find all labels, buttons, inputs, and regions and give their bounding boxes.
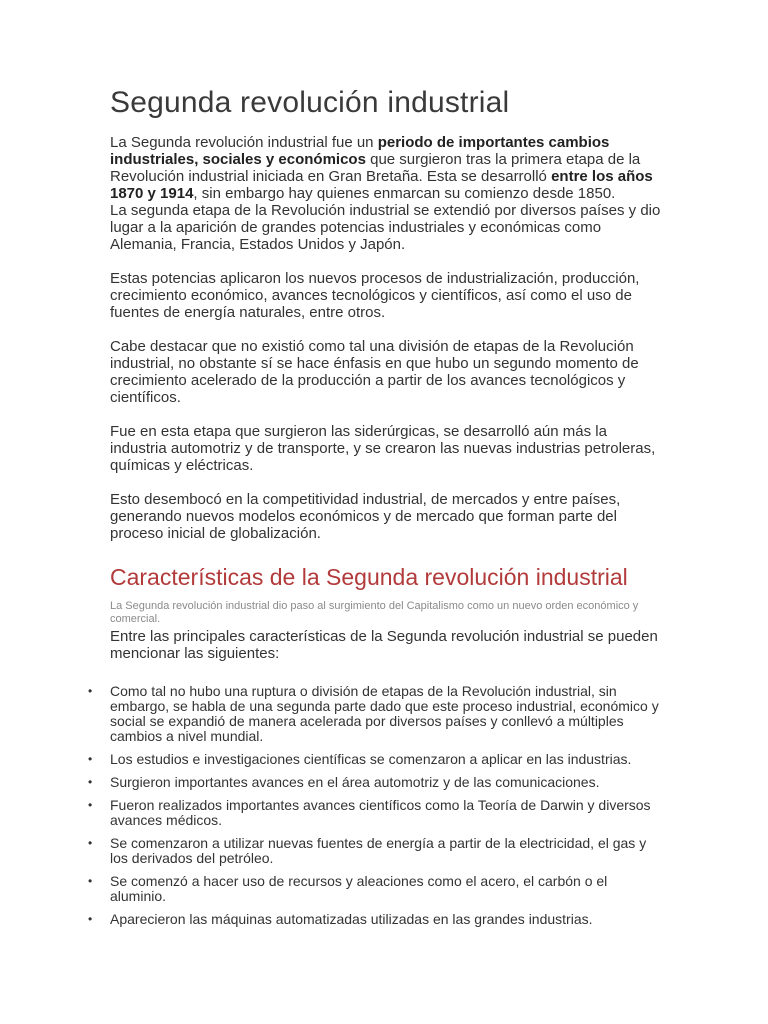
paragraph-powers: Estas potencias aplicaron los nuevos procesos de industrialización, producción, crecimiento económico, avances tecnológicos y científicos, así como el uso de fuentes de energía naturales, entre otros. [110,270,640,321]
intro-paragraph [110,134,662,202]
intro-text-3: , sin embargo hay quienes enmarcan su comienzo desde 1850. [193,185,616,202]
bullet-icon: • [88,752,93,766]
paragraph-stages: Cabe destacar que no existió como tal una división de etapas de la Revolución industrial, no obstante sí se hace énfasis en que hubo un segundo momento de crecimiento acelerado de la producción a partir de los avances tecnológicos y científicos. [110,338,639,406]
intro-text-1: La Segunda revolución industrial fue un [110,134,378,151]
paragraph-expansion: La segunda etapa de la Revolución industrial se extendió por diversos países y dio lugar a la aparición de grandes potencias industriales y económicas como Alemania, Francia, Estados Unidos y Japón. [110,202,661,253]
list-item [88,751,662,767]
bullet-icon: • [88,798,93,812]
characteristics-list [88,683,662,927]
bullet-icon: • [88,874,93,888]
bullet-icon: • [88,775,93,789]
list-item-text: Se comenzaron a utilizar nuevas fuentes de energía a partir de la electricidad, el gas y los derivados del petróleo. [110,835,647,866]
page-title: Segunda revolución industrial [110,86,510,119]
intro-text-2: que surgieron tras la primera etapa de la Revolución industrial iniciada en Gran Bretaña. Esta se desarrolló [110,151,641,185]
intro-bold-2: entre los años 1870 y 1914 [110,168,653,202]
bullet-icon: • [88,912,93,926]
list-item [88,797,662,828]
list-item [88,683,662,744]
list-item-text: Fueron realizados importantes avances científicos como la Teoría de Darwin y diversos avances médicos. [110,797,651,828]
list-item-text: Como tal no hubo una ruptura o división de etapas de la Revolución industrial, sin embargo, se habla de una segunda parte dado que este proceso industrial, económico y social se expandió de manera acelerada por diversos países y conllevó a múltiples cambios a nivel mundial. [110,683,659,744]
list-item-text: Los estudios e investigaciones científicas se comenzaron a aplicar en las industrias. [110,751,632,767]
section-caption: La Segunda revolución industrial dio paso al surgimiento del Capitalismo como un nuevo orden económico y comercial. [110,600,639,625]
bullet-icon: • [88,836,93,850]
list-item-text: Se comenzó a hacer uso de recursos y aleaciones como el acero, el carbón o el aluminio. [110,873,608,904]
bullet-icon: • [88,684,93,698]
list-item [88,774,662,790]
section-lead: Entre las principales características de la Segunda revolución industrial se pueden mencionar las siguientes: [110,628,658,662]
intro-bold-1: periodo de importantes cambios industriales, sociales y económicos [110,134,610,168]
list-item [88,835,662,866]
paragraph-globalization: Esto desembocó en la competitividad industrial, de mercados y entre países, generando nuevos modelos económicos y de mercado que forman parte del proceso inicial de globalización. [110,491,621,542]
list-item-text: Surgieron importantes avances en el área automotriz y de las comunicaciones. [110,774,600,790]
list-item-text: Aparecieron las máquinas automatizadas utilizadas en las grandes industrias. [110,911,593,927]
article [88,84,662,935]
paragraph-industries: Fue en esta etapa que surgieron las siderúrgicas, se desarrolló aún más la industria automotriz y de transporte, y se crearon las nuevas industrias petroleras, químicas y eléctricas. [110,423,656,474]
list-item [88,911,662,927]
section-heading: Características de la Segunda revolución industrial [110,564,628,590]
list-item [88,873,662,904]
